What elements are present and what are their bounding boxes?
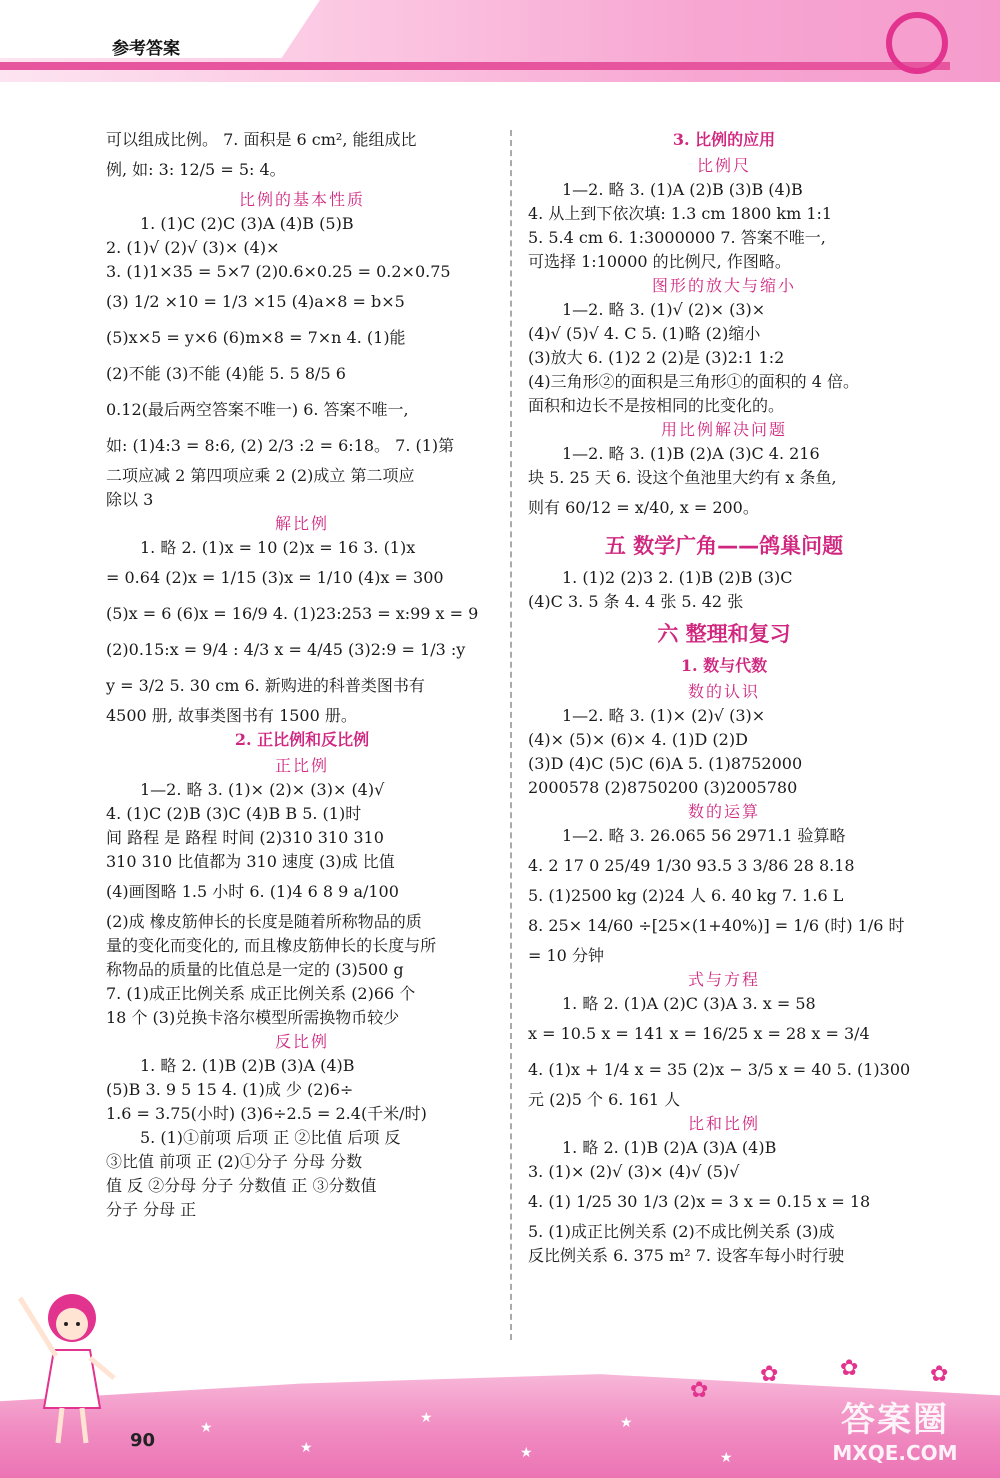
answer-line: 可选择 1:10000 的比例尺, 作图略。 [528, 252, 791, 271]
answer-line: 1. 略 2. (1)B (2)B (3)A (4)B [140, 1056, 355, 1075]
answer-line: 4. (1)C (2)B (3)C (4)B B 5. (1)时 [106, 804, 362, 823]
answer-line: 0.12(最后两空答案不唯一) 6. 答案不唯一, [106, 400, 409, 419]
answer-line: 4. (1)x + 1/4 x = 35 (2)x − 3/5 x = 40 5. (1)300 [528, 1060, 911, 1079]
answer-line: 1. 略 2. (1)B (2)A (3)A (4)B [562, 1138, 777, 1157]
answer-line: 1—2. 略 3. 26.065 56 2971.1 验算略 [562, 826, 846, 845]
answer-line: 5. 5.4 cm 6. 1:3000000 7. 答案不唯一, [528, 228, 826, 247]
answer-line: 7. (1)成正比例关系 成正比例关系 (2)66 个 [106, 984, 416, 1003]
answer-line: 间 路程 是 路程 时间 (2)310 310 310 [106, 828, 384, 847]
answer-line: (3)D (4)C (5)C (6)A 5. (1)8752000 [528, 754, 803, 773]
answer-line: 量的变化而变化的, 而且橡皮筋伸长的长度与所 [106, 936, 437, 955]
flower-icon: ✿ [930, 1362, 949, 1387]
answer-line: 5. (1)2500 kg (2)24 人 6. 40 kg 7. 1.6 L [528, 886, 844, 905]
answer-line: (4)× (5)× (6)× 4. (1)D (2)D [528, 730, 748, 749]
answer-line: 1—2. 略 3. (1)B (2)A (3)C 4. 216 [562, 444, 820, 463]
answer-line: (3)放大 6. (1)2 2 (2)是 (3)2:1 1:2 [528, 348, 785, 367]
answer-line: = 0.64 (2)x = 1/15 (3)x = 1/10 (4)x = 300 [106, 568, 444, 587]
answer-line: = 10 分钟 [528, 946, 604, 965]
answer-line: 2. (1)√ (2)√ (3)× (4)× [106, 238, 280, 257]
answer-line: (4)C 3. 5 条 4. 4 张 5. 42 张 [528, 592, 744, 611]
answer-line: 例, 如: 3: 12/5 = 5: 4。 [106, 160, 286, 179]
answer-line: 1. (1)C (2)C (3)A (4)B (5)B [140, 214, 354, 233]
left-column [106, 128, 498, 1222]
subsection-title: 数的认识 [687, 682, 760, 701]
subsection-title: 比例的基本性质 [238, 190, 365, 209]
answer-line: 1—2. 略 3. (1)× (2)√ (3)× [562, 706, 766, 725]
watermark [800, 1392, 990, 1472]
answer-line: 1—2. 略 3. (1)√ (2)× (3)× [562, 300, 766, 319]
answer-line: 反比例关系 6. 375 m² 7. 设客车每小时行驶 [528, 1246, 845, 1265]
answer-line: 称物品的质量的比值总是一定的 (3)500 g [106, 960, 404, 979]
answer-line: (4)√ (5)√ 4. C 5. (1)略 (2)缩小 [528, 324, 761, 343]
subsection-title: 比例尺 [696, 156, 751, 175]
answer-line: 3. (1)× (2)√ (3)× (4)√ (5)√ [528, 1162, 740, 1181]
subsection-title: 解比例 [274, 514, 329, 533]
subsection-title: 用比例解决问题 [660, 420, 787, 439]
star-icon: ★ [420, 1410, 433, 1426]
section-title: 3. 比例的应用 [672, 130, 776, 149]
section-title: 1. 数与代数 [680, 656, 768, 675]
answer-line: 除以 3 [106, 490, 154, 509]
ring-decoration-icon [886, 12, 948, 74]
answer-line: (5)x = 6 (6)x = 16/9 4. (1)23:253 = x:99 x = 9 [106, 604, 479, 623]
column-divider [510, 130, 512, 1340]
answer-line: y = 3/2 5. 30 cm 6. 新购进的科普类图书有 [106, 676, 425, 695]
answer-line: 1—2. 略 3. (1)× (2)× (3)× (4)√ [140, 780, 385, 799]
subsection-title: 图形的放大与缩小 [651, 276, 796, 295]
answer-line: 1. (1)2 (2)3 2. (1)B (2)B (3)C [562, 568, 793, 587]
answer-line: 5. (1)成正比例关系 (2)不成比例关系 (3)成 [528, 1222, 835, 1241]
answer-line: 则有 60/12 = x/40, x = 200。 [528, 498, 759, 517]
subsection-title: 数的运算 [687, 802, 760, 821]
answer-line: 1—2. 略 3. (1)A (2)B (3)B (4)B [562, 180, 803, 199]
answer-line: 分子 分母 正 [106, 1200, 197, 1219]
answer-line: 4. 从上到下依次填: 1.3 cm 1800 km 1:1 [528, 204, 833, 223]
answer-line: 值 反 ②分母 分子 分数值 正 ③分数值 [106, 1176, 377, 1195]
star-icon: ★ [200, 1420, 213, 1436]
header-title: 参考答案 [112, 39, 180, 59]
girl-illustration-icon [14, 1278, 124, 1448]
answer-line: (2)成 橡皮筋伸长的长度是随着所称物品的质 [106, 912, 422, 931]
answer-line: 5. (1)①前项 后项 正 ②比值 后项 反 [140, 1128, 401, 1147]
answer-line: 元 (2)5 个 6. 161 人 [528, 1090, 681, 1109]
flower-icon: ✿ [760, 1362, 779, 1387]
star-icon: ★ [300, 1440, 313, 1456]
answer-line: (4)三角形②的面积是三角形①的面积的 4 倍。 [528, 372, 860, 391]
watermark-url: MXQE.COM [832, 1441, 958, 1465]
answer-line: (2)0.15:x = 9/4 : 4/3 x = 4/45 (3)2:9 = 1/3 :y [106, 640, 466, 659]
page-number: 90 [130, 1430, 156, 1451]
answer-line: x = 10.5 x = 141 x = 16/25 x = 28 x = 3/4 [528, 1024, 870, 1043]
star-icon: ★ [620, 1415, 633, 1431]
answer-line: (4)画图略 1.5 小时 6. (1)4 6 8 9 a/100 [106, 882, 399, 901]
answer-line: 可以组成比例。 7. 面积是 6 cm², 能组成比 [106, 130, 417, 149]
star-icon: ★ [720, 1450, 733, 1466]
unit-title: 六 整理和复习 [657, 622, 791, 646]
answer-line: 4. (1) 1/25 30 1/3 (2)x = 3 x = 0.15 x = 18 [528, 1192, 871, 1211]
answer-line: 1. 略 2. (1)A (2)C (3)A 3. x = 58 [562, 994, 816, 1013]
answer-line: ③比值 前项 正 (2)①分子 分母 分数 [106, 1152, 363, 1171]
answer-line: 310 310 比值都为 310 速度 (3)成 比值 [106, 852, 395, 871]
unit-title: 五 数学广角——鸽巢问题 [604, 534, 844, 558]
answer-line: (5)B 3. 9 5 15 4. (1)成 少 (2)6÷ [106, 1080, 354, 1099]
answer-line: (3) 1/2 ×10 = 1/3 ×15 (4)a×8 = b×5 [106, 292, 405, 311]
answer-line: 面积和边长不是按相同的比变化的。 [528, 396, 785, 415]
section-title: 2. 正比例和反比例 [234, 730, 370, 749]
subsection-title: 反比例 [274, 1032, 329, 1051]
watermark-text: 答案圈 [841, 1400, 949, 1440]
subsection-title: 比和比例 [687, 1114, 760, 1133]
answer-line: 4500 册, 故事类图书有 1500 册。 [106, 706, 357, 725]
answer-line: 3. (1)1×35 = 5×7 (2)0.6×0.25 = 0.2×0.75 [106, 262, 451, 281]
answer-line: (5)x×5 = y×6 (6)m×8 = 7×n 4. (1)能 [106, 328, 406, 347]
answer-line: 1. 略 2. (1)x = 10 (2)x = 16 3. (1)x [140, 538, 416, 557]
answer-line: (2)不能 (3)不能 (4)能 5. 5 8/5 6 [106, 364, 346, 383]
flower-icon: ✿ [840, 1356, 859, 1381]
star-icon: ★ [520, 1445, 533, 1461]
answer-line: 2000578 (2)8750200 (3)2005780 [528, 778, 798, 797]
subsection-title: 正比例 [274, 756, 329, 775]
answer-line: 8. 25× 14/60 ÷[25×(1+40%)] = 1/6 (时) 1/6 时 [528, 916, 905, 935]
right-column [528, 128, 920, 1268]
answer-line: 18 个 (3)兑换卡洛尔模型所需换物币较少 [106, 1008, 400, 1027]
header-stripe [0, 62, 950, 70]
answer-line: 1.6 = 3.75(小时) (3)6÷2.5 = 2.4(千米/时) [106, 1104, 427, 1123]
answer-line: 如: (1)4:3 = 8:6, (2) 2/3 :2 = 6:18。 7. (1)第 [106, 436, 455, 455]
flower-icon: ✿ [690, 1378, 709, 1403]
subsection-title: 式与方程 [687, 970, 760, 989]
answer-line: 二项应减 2 第四项应乘 2 (2)成立 第二项应 [106, 466, 415, 485]
answer-line: 块 5. 25 天 6. 设这个鱼池里大约有 x 条鱼, [528, 468, 837, 487]
answer-line: 4. 2 17 0 25/49 1/30 93.5 3 3/86 28 8.18 [528, 856, 855, 875]
